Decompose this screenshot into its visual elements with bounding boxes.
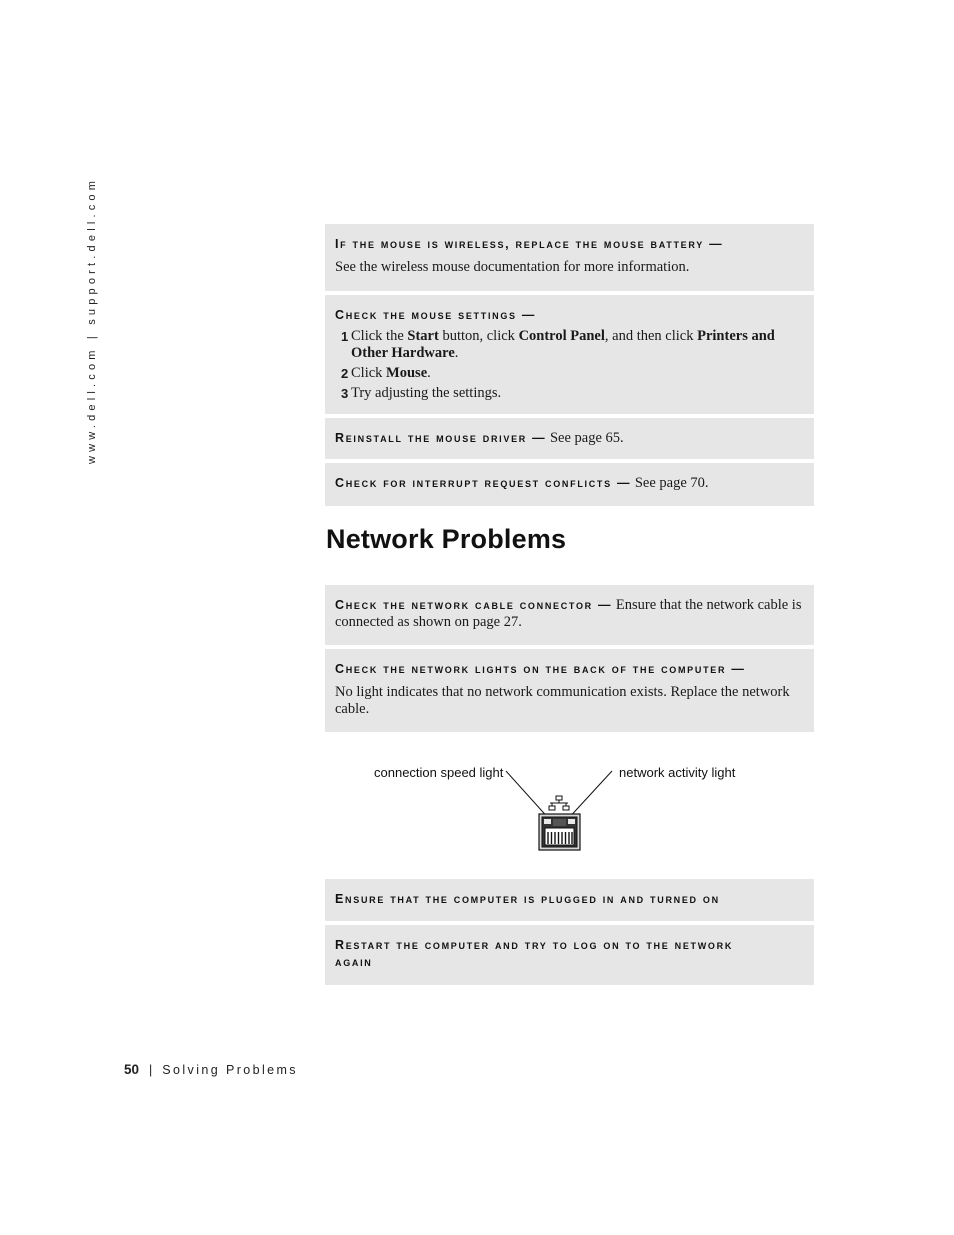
step-item	[341, 328, 802, 362]
step-number: 1	[341, 329, 349, 344]
step-text: Click the	[351, 328, 408, 344]
step-item	[341, 365, 802, 382]
tip-heading: If the mouse is wireless, replace the mouse battery —	[335, 237, 724, 251]
step-text: , and then click	[604, 328, 698, 344]
tip-inline-text: See page 65.	[549, 430, 624, 446]
step-bold: Mouse	[386, 365, 428, 381]
step-text: .	[454, 345, 459, 361]
tip-box-restart-computer	[325, 925, 814, 985]
step-item	[341, 385, 802, 402]
tip-inline-text: See page 70.	[634, 475, 709, 491]
connection-speed-led	[544, 819, 551, 824]
tip-heading: Check the network lights on the back of the computer —	[335, 662, 746, 676]
page-number: 50	[124, 1062, 140, 1077]
connection-speed-light-callout: connection speed light	[374, 765, 504, 780]
tip-box-plugged-in	[325, 879, 814, 921]
tip-box-interrupt-conflicts	[325, 463, 814, 506]
step-bold: Printers and Other Hardware	[351, 328, 775, 361]
page-footer	[124, 1062, 298, 1077]
tip-box-wireless-mouse	[325, 224, 814, 291]
tip-body: See the wireless mouse documentation for more information.	[335, 259, 690, 275]
tip-box-mouse-settings	[325, 295, 814, 414]
network-connector-icon	[539, 796, 580, 850]
tip-heading: Check for interrupt request conflicts —	[335, 476, 632, 490]
sidebar-url: www.dell.com | support.dell.com	[86, 176, 98, 464]
step-bold: Control Panel	[518, 328, 605, 344]
step-number: 3	[341, 386, 349, 401]
step-text: Try adjusting the settings.	[351, 385, 502, 401]
network-activity-led	[568, 819, 575, 824]
step-text: Click	[351, 365, 387, 381]
tip-box-cable-connector	[325, 585, 814, 645]
step-text: .	[427, 365, 431, 381]
tip-box-network-lights	[325, 649, 814, 732]
tip-heading: Check the mouse settings —	[335, 308, 537, 322]
section-title: Network Problems	[326, 524, 567, 554]
steps-list	[341, 328, 802, 402]
network-activity-light-callout: network activity light	[619, 765, 736, 780]
step-number: 2	[341, 366, 349, 381]
tip-heading: Ensure that the computer is plugged in and turned on	[335, 892, 720, 906]
footer-separator: |	[149, 1063, 153, 1077]
step-text: button, click	[438, 328, 519, 344]
tip-heading: Reinstall the mouse driver —	[335, 431, 547, 445]
step-bold: Start	[407, 328, 439, 344]
network-connector-figure	[500, 765, 620, 857]
tip-inline-text: Ensure that the network cable is connected as shown on page 27.	[335, 597, 802, 630]
footer-section-name: Solving Problems	[162, 1063, 298, 1077]
tip-box-reinstall-driver	[325, 418, 814, 459]
tip-body: No light indicates that no network communication exists. Replace the network cable.	[335, 684, 790, 717]
tip-heading: Check the network cable connector —	[335, 598, 613, 612]
tip-heading: Restart the computer and try to log on to the network again	[335, 938, 734, 969]
